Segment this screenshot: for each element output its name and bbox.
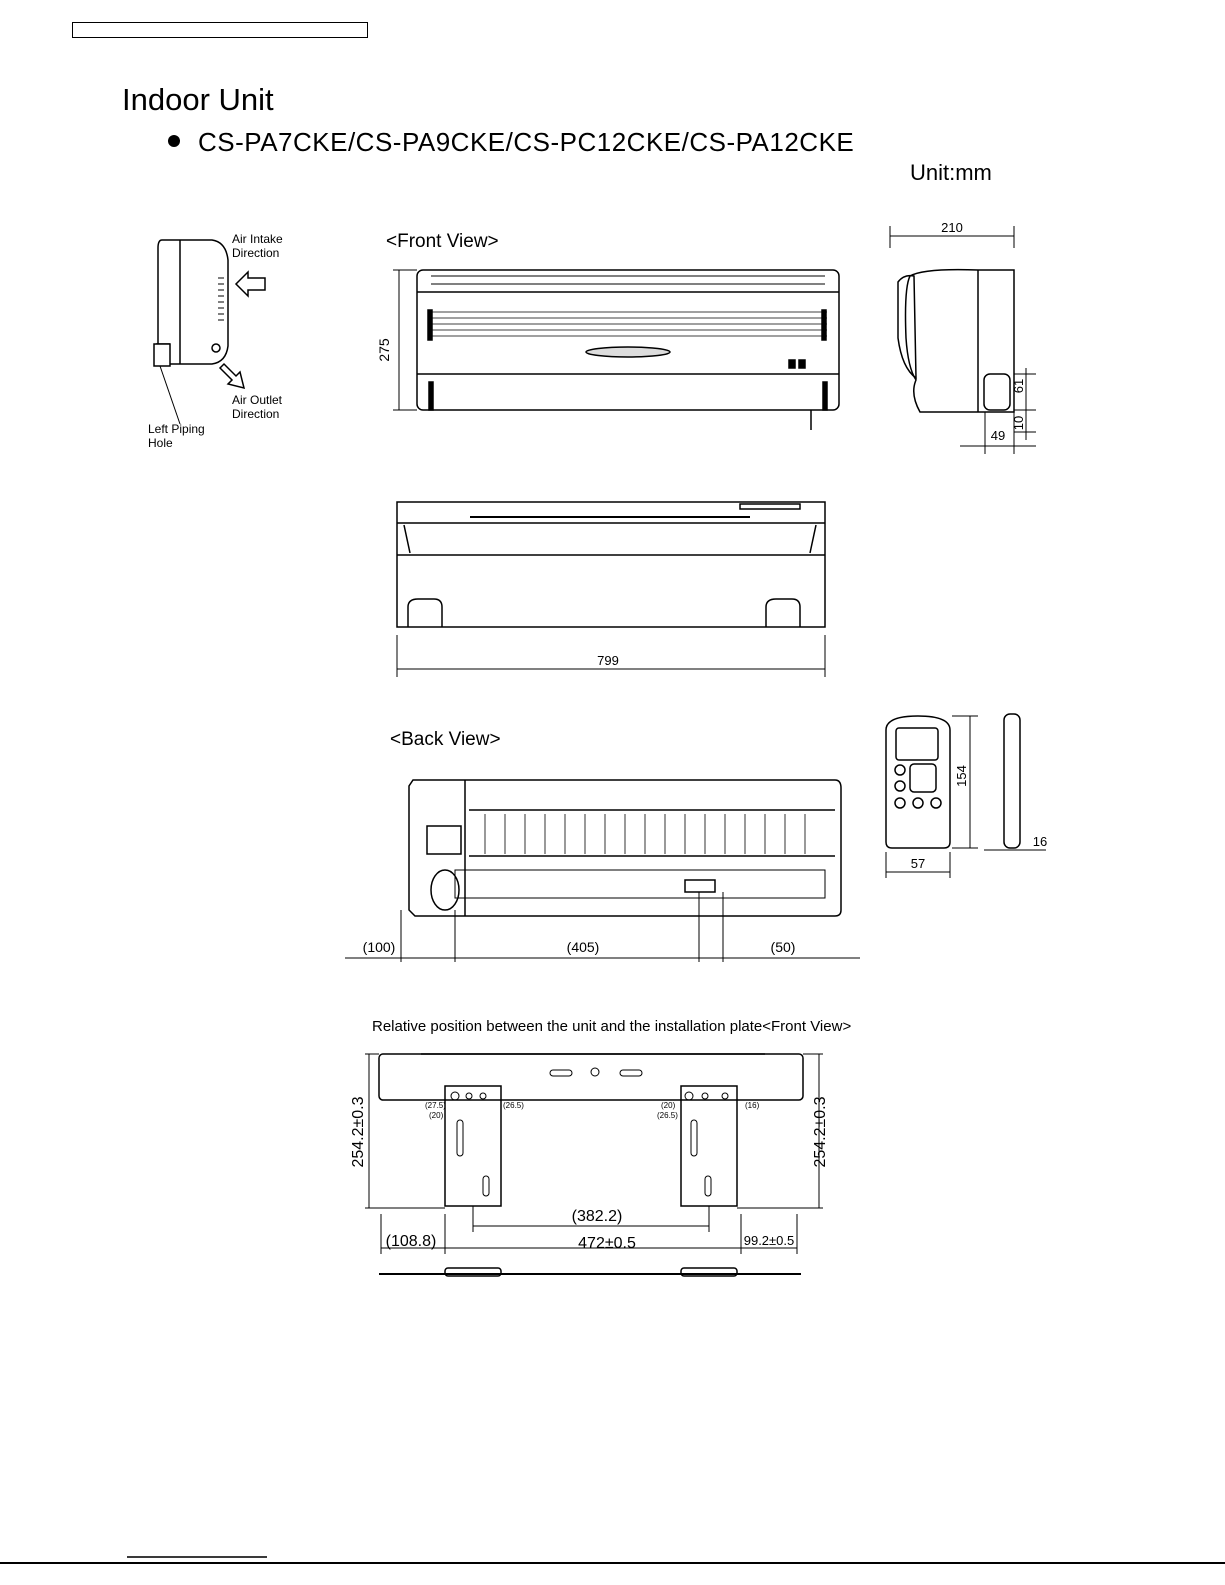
bottom-unit-outline: [397, 502, 825, 627]
back-middle-dim: (405): [566, 939, 600, 955]
footer-rule: [0, 1562, 1225, 1564]
model-list: [168, 126, 854, 158]
plate-span-total-dim: 472±0.5: [578, 1235, 636, 1252]
piping-hole-label: Left Piping: [148, 422, 205, 436]
plate-small-dim: (20): [429, 1111, 444, 1120]
front-view-label: <Front View>: [386, 231, 499, 252]
airflow-side-diagram: [140, 228, 310, 458]
bullet-icon: [168, 135, 180, 147]
remote-side-outline: [1004, 714, 1020, 848]
plate-height-left-dim: 254.2±0.3: [350, 1096, 367, 1168]
air-outlet-label-2: Direction: [232, 407, 280, 421]
plate-left-offset-dim: (108.8): [385, 1233, 437, 1250]
air-intake-arrow-icon: [236, 272, 265, 296]
back-view-label: <Back View>: [390, 729, 501, 750]
front-height-dim: 275: [376, 338, 392, 362]
remote-display: [896, 728, 938, 760]
back-left-dim: (100): [362, 939, 396, 955]
side-10-dim: 10: [1011, 415, 1026, 431]
plate-span-center-dim: (382.2): [571, 1208, 623, 1225]
bottom-view-drawing: [390, 495, 835, 685]
plate-right-bracket: [681, 1086, 737, 1206]
header-box: [72, 22, 368, 38]
installation-plate-drawing: [345, 1046, 840, 1281]
unit-label: Unit:mm: [910, 160, 992, 185]
plate-right-offset-dim: 99.2±0.5: [743, 1233, 795, 1248]
side-depth-dim: 210: [941, 220, 963, 235]
plate-height-right-dim: 254.2±0.3: [812, 1096, 829, 1168]
back-right-dim: (50): [770, 939, 796, 955]
air-outlet-arrow-icon: [220, 364, 244, 388]
footer-link-underline: [127, 1556, 267, 1558]
side-61-dim: 61: [1011, 378, 1026, 394]
plate-small-dim: (20): [661, 1101, 676, 1110]
air-intake-label-2: Direction: [232, 246, 280, 260]
front-view-drawing: [365, 262, 845, 442]
remote-thickness-dim: 16: [1032, 834, 1048, 849]
front-unit-outline: [417, 270, 839, 410]
side-view-drawing: [880, 218, 1040, 458]
air-outlet-label: Air Outlet: [232, 393, 283, 407]
side-49-dim: 49: [990, 428, 1006, 443]
side-unit-outline: [906, 270, 1015, 412]
plate-small-dim: (16): [745, 1101, 760, 1110]
remote-drawing: [880, 710, 1055, 885]
plate-left-bracket: [445, 1086, 501, 1206]
plate-caption: Relative position between the unit and the installation plate<Front View>: [372, 1018, 852, 1035]
model-names: CS-PA7CKE/CS-PA9CKE/CS-PC12CKE/CS-PA12CKE: [198, 127, 855, 157]
plate-small-dim: (27.5): [425, 1101, 446, 1110]
width-799-dim: 799: [597, 653, 619, 668]
plate-small-dim: (26.5): [657, 1111, 678, 1120]
page-title: Indoor Unit: [122, 82, 274, 117]
piping-hole-label-2: Hole: [148, 436, 173, 450]
plate-small-dim: (26.5): [503, 1101, 524, 1110]
air-intake-label: Air Intake: [232, 232, 283, 246]
remote-height-dim: 154: [954, 765, 969, 787]
plate-top-rail: [379, 1054, 803, 1100]
remote-width-dim: 57: [910, 856, 926, 871]
back-view-drawing: [345, 770, 860, 965]
